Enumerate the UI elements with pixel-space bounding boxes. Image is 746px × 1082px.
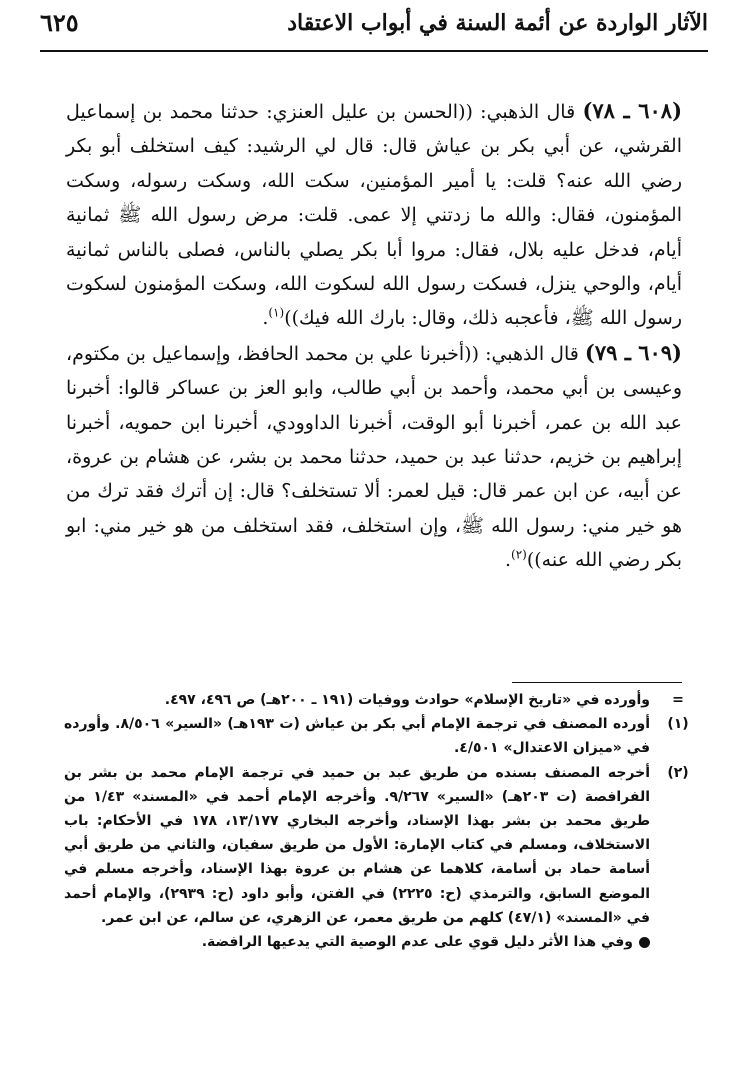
footnote-divider [512,682,682,683]
bullet-icon [639,937,650,948]
footnote-reference[interactable]: (٢) [511,547,527,562]
athar-number: (٦٠٨ ـ ٧٨) [582,98,682,123]
footnote-1 [64,712,706,760]
footnotes [64,688,706,954]
footnote-mark: = [672,692,684,708]
page-number: ٦٢٥ [40,8,79,37]
paragraph-end: . [504,549,512,572]
footnote-mark: (١) [667,716,689,733]
final-note-text: وفي هذا الأثر دليل قوي على عدم الوصية التي يدعيها الرافضة. [201,934,633,951]
footnote-2 [64,761,706,930]
footnote-bullet-note [64,930,706,954]
paragraph-608 [66,94,682,336]
footnote-text: أورده المصنف في ترجمة الإمام أبي بكر بن عياش (ت ١٩٣هـ) «السير» ٨/٥٠٦. وأورده في «ميزان الاعتدال» ٤/٥٠١. [64,716,651,757]
running-title: الآثار الواردة عن أئمة السنة في أبواب الاعتقاد [287,10,708,36]
header-divider [40,50,708,52]
footnote-mark: (٢) [667,764,689,781]
paragraph-end: . [262,307,269,330]
page-header [40,4,708,46]
paragraph-text: قال الذهبي: ((الحسن بن عليل العنزي: حدثنا محمد بن إسماعيل القرشي، عن أبي بكر بن عياش قال: قال لي الرشيد: كيف استخلف أبو بكر رضي الله عنه؟ قلت: يا أمير المؤمنين، سكت الله، وسكت رسوله، وسكت المؤمنون، فقال: والله ما زدتني إلا عمى. قلت: مرض رسول الله ﷺ ثمانية أيام، فدخل عليه بلال، فقال: مروا أبا بكر يصلي بالناس، فصلى بالناس ثمانية أيام، والوحي ينزل، فسكت رسول الله لسكوت الله، وسكت المؤمنون لسكوت رسول الله ﷺ، فأعجبه ذلك، وقال: بارك الله فيك)) [66,101,682,330]
athar-number: (٦٠٩ ـ ٧٩) [584,339,682,365]
footnote-text: وأورده في «تاريخ الإسلام» حوادث ووفيات (١٩١ ـ ٢٠٠هـ) ص ٤٩٦، ٤٩٧. [164,692,650,708]
footnote-reference[interactable]: (١) [268,306,285,321]
main-text [66,94,682,578]
footnote-continuation [64,688,706,712]
paragraph-text: قال الذهبي: ((أخبرنا علي بن محمد الحافظ، وإسماعيل بن مكتوم، وعيسى بن أبي محمد، وأحمد بن أبي طالب، وابو العز بن عساكر قالوا: أخبرنا عبد الله بن عمر، أخبرنا أبو الوقت، أخبرنا الداوودي، أخبرنا ابن حمويه، أخبرنا إبراهيم بن خزيم، حدثنا عبد بن حميد، حدثنا محمد بن بشر، عن هشام بن عروة، عن أبيه، عن ابن عمر قال: قيل لعمر: ألا تستخلف؟ قال: إن أترك فقد ترك من هو خير مني: رسول الله ﷺ، وإن استخلف، فقد استخلف من هو خير مني: ابو بكر رضي الله عنه)) [66,342,682,572]
paragraph-609 [66,336,682,578]
footnote-text: أخرجه المصنف بسنده من طريق عبد بن حميد في ترجمة الإمام محمد بن بشر بن الفرافصة (ت ٢٠٣هـ) «السير» ٩/٢٦٧. وأخرجه الإمام أحمد في «المسند» ١/٤٣ من طريق محمد بن بشر بهذا الإسناد، وأخرجه البخاري ١٣/١٧٧، ١٧٨ في الأحكام: باب الاستخلاف، ومسلم في كتاب الإمارة: الأول من طريق سفيان، والثاني من طريق أبي أسامة حماد بن أسامة، كلاهما عن هشام بن عروة بهذا الإسناد، وأخرجه مسلم في الموضع السابق، والترمذي (ح: ٢٢٢٥) في الفتن، وأبو داود (ح: ٢٩٣٩)، والإمام أحمد في «المسند» (٤٧/١) كلهم من طريق معمر، عن الزهري، عن سالم، عن ابن عمر. [64,764,651,926]
